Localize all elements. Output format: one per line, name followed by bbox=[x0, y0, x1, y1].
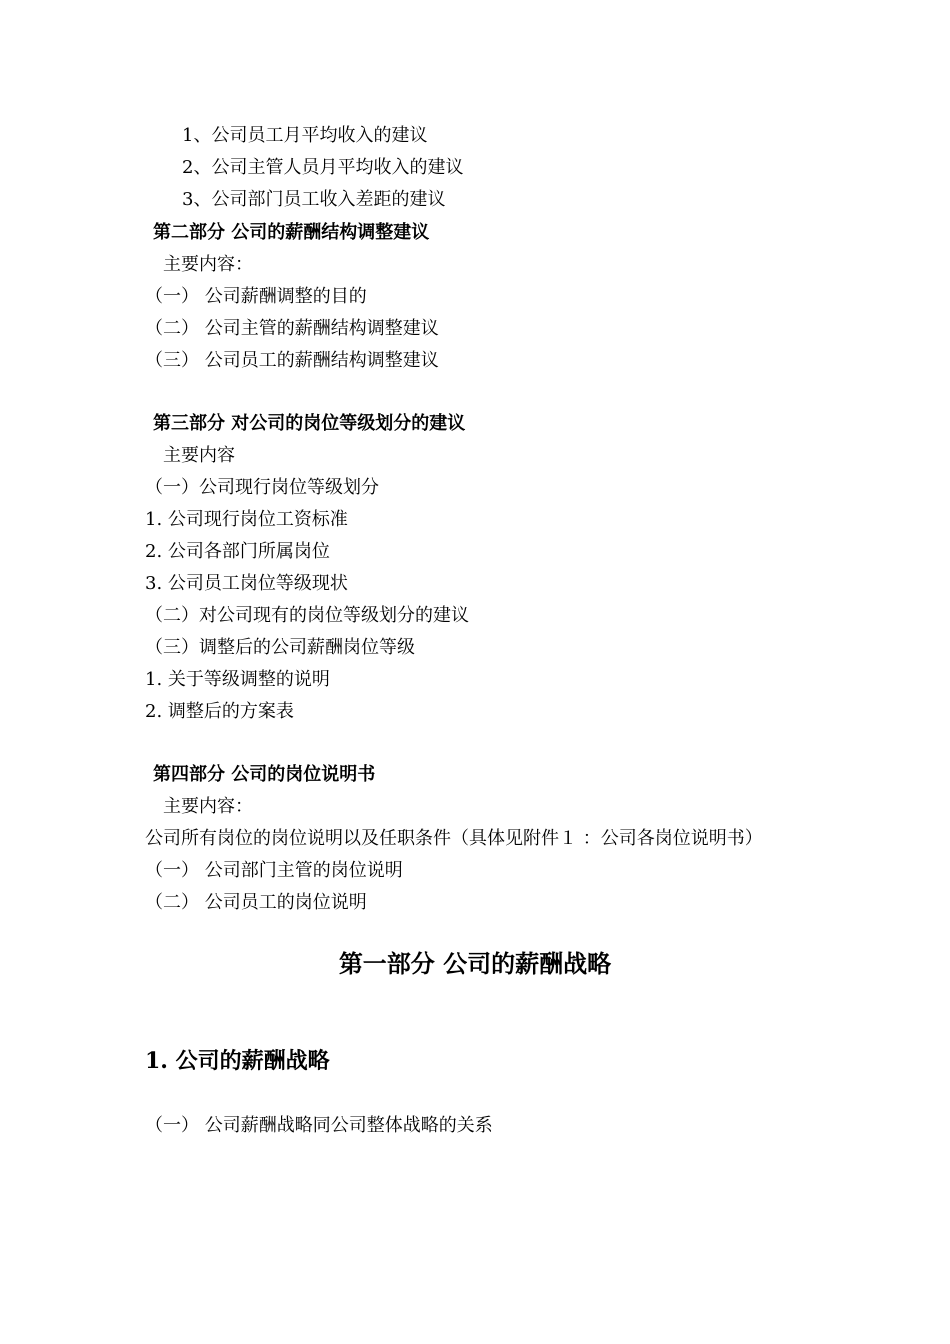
part4-description: 公司所有岗位的岗位说明以及任职条件（具体见附件１ ：公司各岗位说明书） bbox=[145, 828, 763, 849]
part3-sub1: （一）公司现行岗位等级划分 bbox=[145, 477, 379, 498]
part1-item-3: 3、公司部门员工收入差距的建议 bbox=[182, 189, 446, 210]
part3-sub1-item-3: 3. 公司员工岗位等级现状 bbox=[145, 573, 348, 594]
subsection-title: 1. 公司的薪酬战略 bbox=[145, 1048, 330, 1074]
part3-sub1-item-1: 1. 公司现行岗位工资标准 bbox=[145, 509, 348, 530]
part3-heading: 第三部分 对公司的岗位等级划分的建议 bbox=[153, 413, 466, 434]
part3-sub2: （二）对公司现有的岗位等级划分的建议 bbox=[145, 605, 469, 626]
part2-heading: 第二部分 公司的薪酬结构调整建议 bbox=[153, 222, 430, 243]
part4-item-1: （一） 公司部门主管的岗位说明 bbox=[145, 860, 403, 881]
part3-sub3: （三）调整后的公司薪酬岗位等级 bbox=[145, 637, 415, 658]
part3-sub3-item-1: 1. 关于等级调整的说明 bbox=[145, 669, 330, 690]
part3-sub1-item-2: 2. 公司各部门所属岗位 bbox=[145, 541, 330, 562]
subsection-item: （一） 公司薪酬战略同公司整体战略的关系 bbox=[145, 1115, 493, 1136]
section-title: 第一部分 公司的薪酬战略 bbox=[338, 949, 612, 978]
part2-item-1: （一） 公司薪酬调整的目的 bbox=[145, 286, 367, 307]
part3-main-label: 主要内容 bbox=[163, 445, 235, 466]
part2-item-3: （三） 公司员工的薪酬结构调整建议 bbox=[145, 350, 439, 371]
part1-item-2: 2、公司主管人员月平均收入的建议 bbox=[182, 157, 464, 178]
part4-main-label: 主要内容： bbox=[163, 796, 253, 817]
part1-item-1: 1、公司员工月平均收入的建议 bbox=[182, 125, 428, 146]
part2-item-2: （二） 公司主管的薪酬结构调整建议 bbox=[145, 318, 439, 339]
part4-item-2: （二） 公司员工的岗位说明 bbox=[145, 892, 367, 913]
part4-heading: 第四部分 公司的岗位说明书 bbox=[153, 764, 376, 785]
part3-sub3-item-2: 2. 调整后的方案表 bbox=[145, 701, 294, 722]
part2-main-label: 主要内容： bbox=[163, 254, 253, 275]
